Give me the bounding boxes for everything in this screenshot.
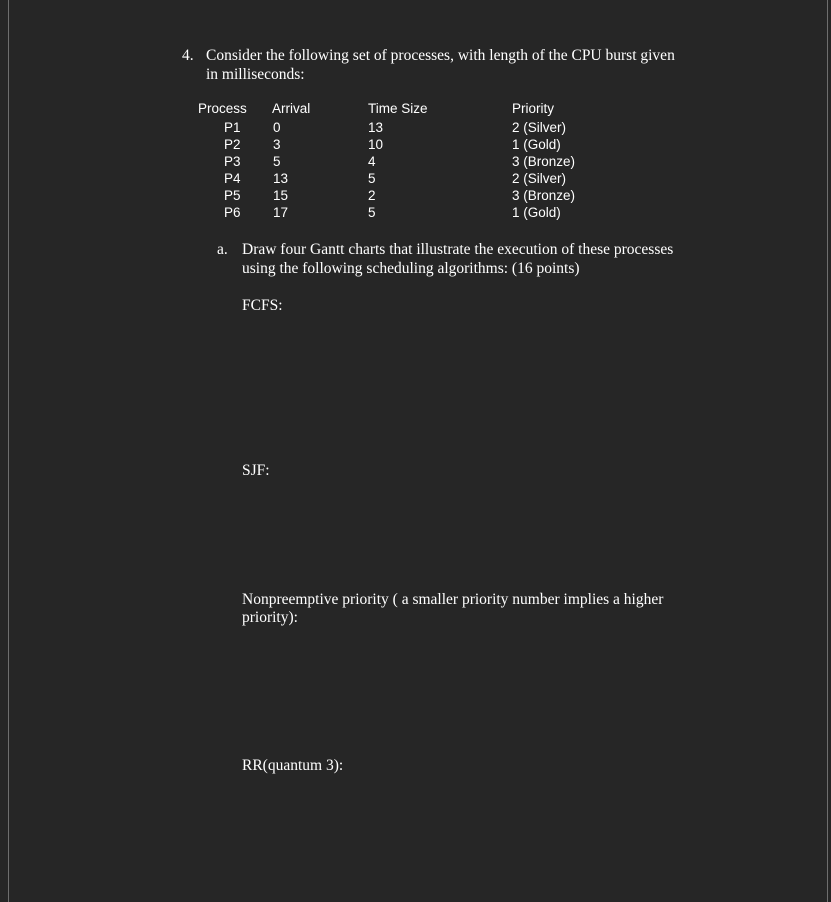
cell-arrival: 3 — [273, 137, 281, 152]
cell-arrival: 13 — [273, 171, 289, 186]
sjf-heading: SJF: — [242, 462, 270, 479]
cell-time-size: 5 — [368, 205, 376, 220]
nonpreemptive-priority-heading-line1: Nonpreemptive priority ( a smaller priority number implies a higher — [242, 591, 664, 608]
cell-arrival: 5 — [273, 154, 281, 169]
part-a-label: a. — [217, 241, 228, 258]
cell-process: P4 — [224, 171, 241, 186]
cell-priority: 2 (Silver) — [512, 171, 567, 186]
header-time-size: Time Size — [368, 101, 428, 116]
question-number: 4. — [182, 47, 194, 64]
rr-heading: RR(quantum 3): — [242, 757, 344, 774]
table-row — [0, 137, 831, 154]
header-priority: Priority — [512, 101, 555, 116]
header-arrival: Arrival — [272, 101, 311, 116]
cell-process: P2 — [224, 137, 241, 152]
part-a-text-line2: using the following scheduling algorithms: (16 points) — [242, 260, 580, 277]
table-row — [0, 171, 831, 188]
table-row — [0, 188, 831, 205]
question-text-line1: Consider the following set of processes, with length of the CPU burst given — [206, 47, 675, 64]
cell-arrival: 15 — [273, 188, 289, 203]
cell-time-size: 2 — [368, 188, 376, 203]
table-row — [0, 154, 831, 171]
cell-priority: 1 (Gold) — [512, 205, 561, 220]
cell-time-size: 5 — [368, 171, 376, 186]
cell-priority: 1 (Gold) — [512, 137, 561, 152]
cell-arrival: 0 — [273, 120, 281, 135]
fcfs-heading: FCFS: — [242, 297, 283, 314]
header-process: Process — [198, 101, 247, 116]
question-text-line2: in milliseconds: — [206, 66, 305, 83]
cell-priority: 3 (Bronze) — [512, 154, 576, 169]
cell-priority: 3 (Bronze) — [512, 188, 576, 203]
cell-time-size: 13 — [368, 120, 384, 135]
cell-time-size: 4 — [368, 154, 376, 169]
nonpreemptive-priority-heading-line2: priority): — [242, 609, 298, 626]
cell-process: P6 — [224, 205, 241, 220]
cell-arrival: 17 — [273, 205, 289, 220]
cell-priority: 2 (Silver) — [512, 120, 567, 135]
cell-process: P1 — [224, 120, 241, 135]
table-row — [0, 205, 831, 222]
table-row — [0, 120, 831, 137]
cell-process: P5 — [224, 188, 241, 203]
cell-time-size: 10 — [368, 137, 384, 152]
part-a-text-line1: Draw four Gantt charts that illustrate the execution of these processes — [242, 241, 674, 258]
cell-process: P3 — [224, 154, 241, 169]
